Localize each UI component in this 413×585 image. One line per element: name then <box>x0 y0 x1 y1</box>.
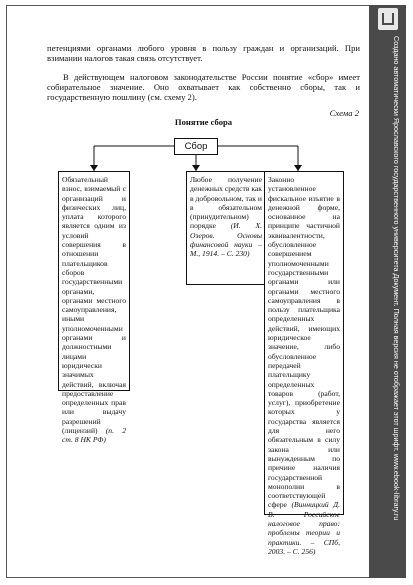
paragraph-1: петенциями органами любого уровня в пользу граждан и организаций. При взимании налогов такая связь отсутствует. <box>47 43 360 64</box>
definition-ozerov-text: Любое получение денежных средств как в добровольном, так и в обязательном (принудительном) порядке <box>190 175 262 231</box>
definition-tax-code-text: Обязательный взнос, взимаемый с организаций и физических лиц, уплата которого является одним из условий совершения в отношении плательщиков сборов государственными органами, органами местного самоуправления, иными уполномоченными органами и должностными лицами юридически значимых действий, включая предоставление определенных прав или выдачу разрешений (лицензий) <box>62 175 126 436</box>
definition-ozerov <box>186 171 266 285</box>
root-node-sbor: Сбор <box>174 138 218 155</box>
definition-vinnitsky-source: (Винницкий Д. В. Российское налоговое право: проблемы теории и практики. – СПб, 2003. – С. 256) <box>268 500 340 556</box>
scheme-title: Понятие сбора <box>174 117 233 127</box>
definition-vinnitsky-text: Законно установленное фискальное изъятие в денежной форме, основанное на принципе частичной эквивалентности, обусловленное совершением уполномоченными государственными органами или органами местного самоуправления в пользу плательщика определенных действий, имеющих юридическое значение, либо обусловленное передачей плательщику определенных товаров (работ, услуг), приобретение которых у государства является для него обязательным в силу закона или вынужденным по причине наличия государственной монополии в соответствующей сфере <box>268 175 340 510</box>
side-banner-text: Создано автоматически Ярославского государственного университета Документ. Полная версия не отображает этот шрифт. www.ebook-library.ru <box>392 36 401 521</box>
definition-ozerov-source: (И. Х. Озеров. Основы финансовой науки – М., 1914. – С. 230) <box>190 221 262 259</box>
definition-vinnitsky <box>264 171 344 556</box>
definition-tax-code <box>58 171 130 445</box>
definition-tax-code-source: (п. 2 ст. 8 НК РФ) <box>62 426 126 445</box>
scheme-label: Схема 2 <box>329 108 359 118</box>
paragraph-2: В действующем налоговом законодательстве России понятие «сбор» имеет собирательное значение. Оно охватывает как собственно сборы, так и государственную пошлину (см. схему 2). <box>47 72 360 103</box>
